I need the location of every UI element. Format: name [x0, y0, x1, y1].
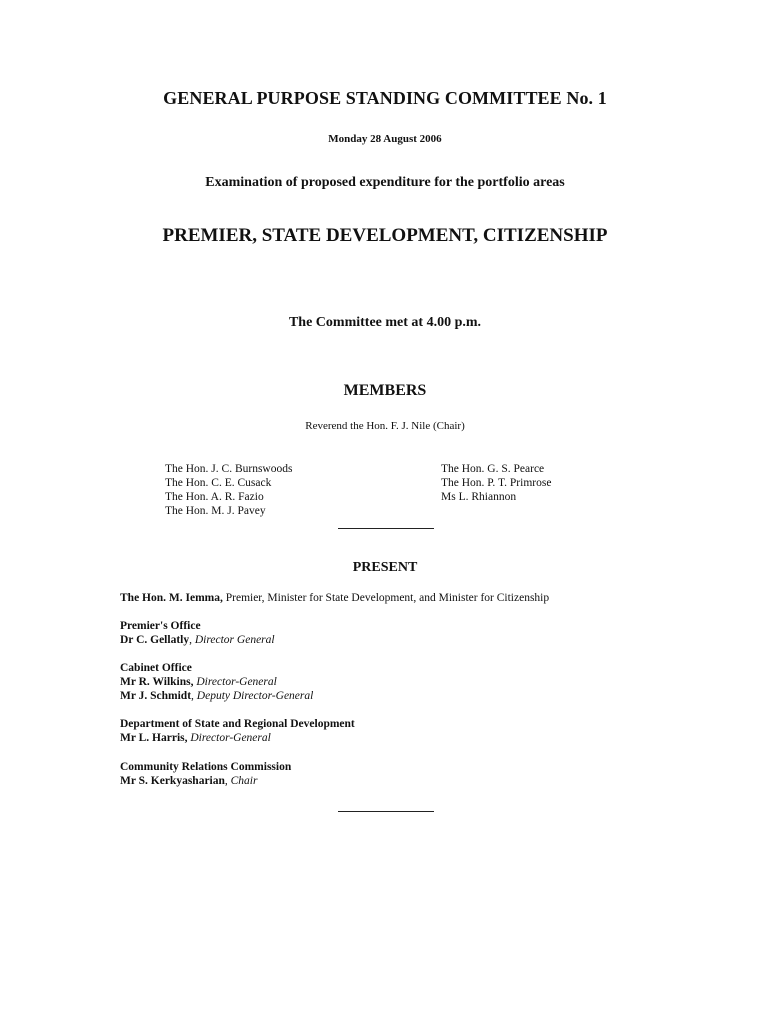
office-block-cabinet-office	[120, 661, 313, 703]
chair-line: Reverend the Hon. F. J. Nile (Chair)	[305, 420, 465, 432]
separator: ,	[189, 634, 195, 646]
members-left-column	[165, 462, 292, 518]
official-name: Mr L. Harris,	[120, 732, 188, 744]
office-name: Community Relations Commission	[120, 761, 292, 773]
member-name: The Hon. C. E. Cusack	[165, 477, 272, 489]
official-name: Dr C. Gellatly	[120, 634, 190, 646]
committee-title: GENERAL PURPOSE STANDING COMMITTEE No. 1	[163, 88, 607, 108]
premier-line	[120, 591, 549, 605]
premier-role: Premier, Minister for State Development, and Minister for Citizenship	[222, 592, 550, 604]
official-line	[120, 675, 313, 689]
official-line	[120, 689, 313, 703]
section-divider	[338, 811, 434, 812]
official-line	[120, 633, 275, 647]
member-name: The Hon. G. S. Pearce	[441, 463, 545, 475]
official-role: Director-General	[190, 732, 271, 744]
members-right-column	[441, 462, 551, 504]
official-role: Chair	[230, 775, 258, 787]
examination-subtitle: Examination of proposed expenditure for the portfolio areas	[205, 175, 565, 190]
official-role: Deputy Director-General	[196, 690, 314, 702]
official-line	[120, 731, 355, 745]
portfolio-heading: PREMIER, STATE DEVELOPMENT, CITIZENSHIP	[162, 225, 608, 246]
official-line	[120, 774, 291, 788]
meeting-time: The Committee met at 4.00 p.m.	[288, 315, 482, 330]
separator: ,	[191, 690, 197, 702]
member-name: The Hon. P. T. Primrose	[441, 477, 552, 489]
official-name: Mr S. Kerkyasharian	[120, 775, 225, 787]
office-name: Cabinet Office	[120, 662, 192, 674]
official-name: Mr J. Schmidt	[120, 690, 192, 702]
members-heading: MEMBERS	[343, 382, 427, 399]
office-name: Department of State and Regional Development	[120, 718, 355, 730]
official-role: Director-General	[196, 676, 277, 688]
office-block-community-relations	[120, 760, 291, 788]
office-name: Premier's Office	[120, 620, 201, 632]
member-name: The Hon. A. R. Fazio	[165, 491, 264, 503]
section-divider	[338, 528, 434, 529]
official-role: Director General	[194, 634, 275, 646]
member-name: The Hon. M. J. Pavey	[165, 505, 266, 517]
separator: ,	[224, 775, 231, 787]
official-name: Mr R. Wilkins,	[120, 676, 194, 688]
present-heading: PRESENT	[352, 560, 418, 575]
office-block-premiers-office	[120, 619, 275, 647]
member-name: The Hon. J. C. Burnswoods	[165, 463, 293, 475]
premier-name: The Hon. M. Iemma,	[120, 592, 223, 604]
office-block-state-regional-development	[120, 717, 355, 745]
member-name: Ms L. Rhiannon	[441, 491, 517, 503]
hearing-date: Monday 28 August 2006	[328, 133, 442, 145]
